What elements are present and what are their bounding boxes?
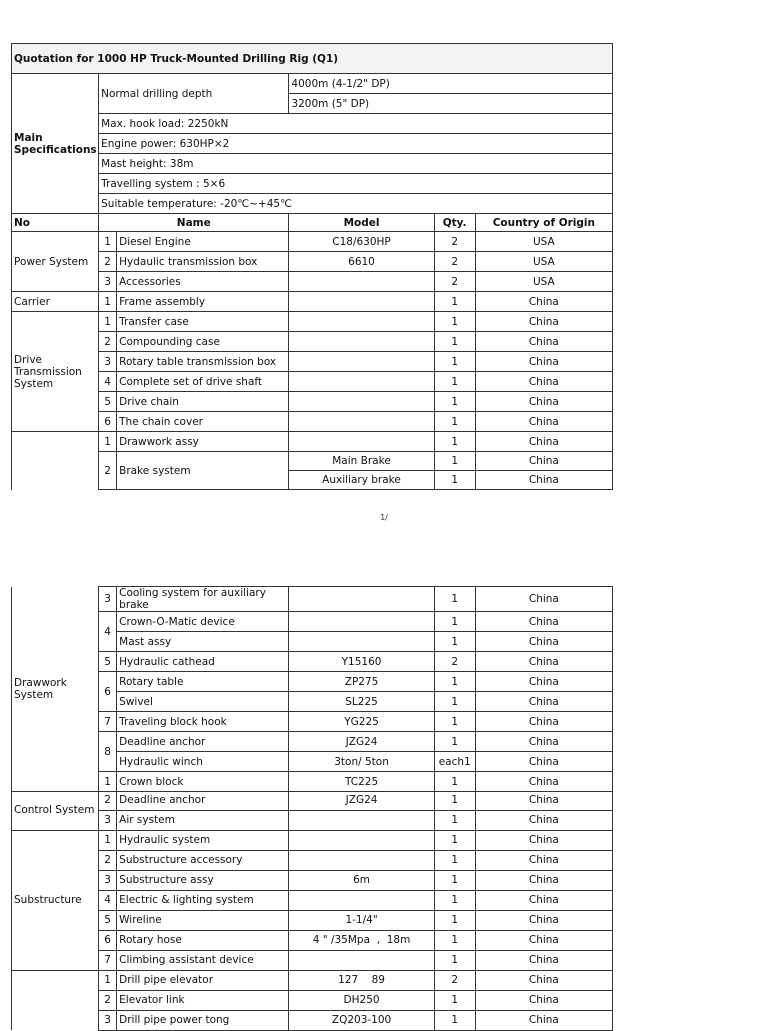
quotation-table-page-2 <box>11 586 613 792</box>
row-origin: China <box>475 830 612 850</box>
row-qty: 1 <box>434 772 475 792</box>
row-name: Deadline anchor <box>117 790 289 810</box>
row-name: Electric & lighting system <box>117 890 289 910</box>
row-origin: China <box>475 772 612 792</box>
row-origin: China <box>475 890 612 910</box>
row-qty: 1 <box>434 850 475 870</box>
row-qty: 1 <box>434 452 475 471</box>
row-model <box>289 612 434 632</box>
row-name: Drill pipe power tong <box>117 1010 289 1030</box>
row-name: Drive chain <box>117 392 289 412</box>
row-no: 3 <box>99 272 117 292</box>
row-no: 6 <box>99 412 117 432</box>
row-name: Crown block <box>117 772 289 792</box>
row-model <box>289 632 434 652</box>
row-model <box>289 312 434 332</box>
row-name: Deadline anchor <box>117 732 289 752</box>
group-drawwork-continued <box>12 432 99 490</box>
row-qty: 1 <box>434 870 475 890</box>
row-name: Drawwork assy <box>117 432 289 452</box>
row-qty: each1 <box>434 752 475 772</box>
header-model: Model <box>289 214 434 232</box>
row-model: Y15160 <box>289 652 434 672</box>
row-qty: 1 <box>434 292 475 312</box>
row-qty: 1 <box>434 990 475 1010</box>
row-no: 8 <box>99 732 117 772</box>
row-name: Drill pipe elevator <box>117 970 289 990</box>
group-substructure: Substructure <box>12 830 99 970</box>
spec-row: Engine power: 630HP×2 <box>99 134 613 154</box>
row-origin: China <box>475 292 612 312</box>
row-no: 3 <box>99 587 117 612</box>
row-qty: 1 <box>434 412 475 432</box>
row-name: Mast assy <box>117 632 289 652</box>
row-qty: 1 <box>434 732 475 752</box>
row-model: SL225 <box>289 692 434 712</box>
quotation-table-page-2-lower <box>11 790 613 1031</box>
drilling-depth-value: 4000m (4-1/2" DP) <box>289 74 613 94</box>
row-name: Hydraulic winch <box>117 752 289 772</box>
row-model: DH250 <box>289 990 434 1010</box>
row-origin: China <box>475 312 612 332</box>
row-qty: 1 <box>434 587 475 612</box>
row-qty: 1 <box>434 432 475 452</box>
row-origin: China <box>475 612 612 632</box>
row-no: 1 <box>99 970 117 990</box>
row-qty: 2 <box>434 272 475 292</box>
row-no: 1 <box>99 432 117 452</box>
group-control-system: Control System <box>12 790 99 830</box>
row-no: 2 <box>99 990 117 1010</box>
page-number: 1/ <box>380 513 388 522</box>
row-origin: China <box>475 632 612 652</box>
drilling-depth-label: Normal drilling depth <box>99 74 289 114</box>
row-qty: 1 <box>434 632 475 652</box>
quotation-table-page-1 <box>11 43 613 490</box>
row-model: Auxiliary brake <box>289 471 434 490</box>
row-model: 3ton/ 5ton <box>289 752 434 772</box>
row-model: C18/630HP <box>289 232 434 252</box>
row-name: Rotary table <box>117 672 289 692</box>
row-origin: USA <box>475 232 612 252</box>
group-carrier: Carrier <box>12 292 99 312</box>
row-qty: 1 <box>434 1010 475 1030</box>
group-drawwork-system: Drawwork System <box>12 587 99 792</box>
row-model: 1-1/4" <box>289 910 434 930</box>
row-name: Frame assembly <box>117 292 289 312</box>
row-origin: China <box>475 732 612 752</box>
row-model <box>289 412 434 432</box>
row-origin: China <box>475 990 612 1010</box>
row-qty: 1 <box>434 890 475 910</box>
row-name: Substructure assy <box>117 870 289 890</box>
header-origin: Country of Origin <box>475 214 612 232</box>
main-specs-label: Main Specifications <box>12 74 99 214</box>
spec-row: Suitable temperature: -20℃~+45℃ <box>99 194 613 214</box>
row-qty: 2 <box>434 232 475 252</box>
row-model <box>289 850 434 870</box>
row-origin: China <box>475 810 612 830</box>
row-no: 5 <box>99 652 117 672</box>
row-name: Traveling block hook <box>117 712 289 732</box>
drilling-depth-value: 3200m (5" DP) <box>289 94 613 114</box>
row-name: Air system <box>117 810 289 830</box>
row-qty: 1 <box>434 612 475 632</box>
row-qty: 1 <box>434 372 475 392</box>
row-model: TC225 <box>289 772 434 792</box>
document-title: Quotation for 1000 HP Truck-Mounted Drilling Rig (Q1) <box>12 44 613 74</box>
row-qty: 1 <box>434 392 475 412</box>
row-model: ZQ203-100 <box>289 1010 434 1030</box>
spec-row: Mast height: 38m <box>99 154 613 174</box>
group-tools-continued <box>12 970 99 1030</box>
row-no: 4 <box>99 890 117 910</box>
row-model <box>289 950 434 970</box>
row-model: Main Brake <box>289 452 434 471</box>
row-name: Hydaulic transmission box <box>117 252 289 272</box>
row-name: Rotary table transmission box <box>117 352 289 372</box>
row-no: 2 <box>99 252 117 272</box>
row-no: 3 <box>99 810 117 830</box>
row-origin: China <box>475 332 612 352</box>
row-name: Cooling system for auxiliary brake <box>117 587 289 612</box>
row-origin: China <box>475 850 612 870</box>
row-origin: China <box>475 587 612 612</box>
row-no: 3 <box>99 870 117 890</box>
spec-row: Max. hook load: 2250kN <box>99 114 613 134</box>
row-origin: China <box>475 712 612 732</box>
row-model <box>289 392 434 412</box>
row-no: 2 <box>99 850 117 870</box>
row-origin: China <box>475 392 612 412</box>
header-name: Name <box>99 214 289 232</box>
row-origin: China <box>475 1010 612 1030</box>
row-origin: China <box>475 672 612 692</box>
row-no: 4 <box>99 612 117 652</box>
row-model <box>289 432 434 452</box>
row-model: 4 " /35Mpa , 18m <box>289 930 434 950</box>
spec-row: Travelling system : 5×6 <box>99 174 613 194</box>
row-no: 4 <box>99 372 117 392</box>
row-model <box>289 272 434 292</box>
row-no: 2 <box>99 452 117 490</box>
row-model: 6m <box>289 870 434 890</box>
row-origin: China <box>475 930 612 950</box>
row-qty: 1 <box>434 930 475 950</box>
row-model <box>289 587 434 612</box>
row-origin: China <box>475 432 612 452</box>
row-origin: China <box>475 372 612 392</box>
row-origin: China <box>475 752 612 772</box>
row-qty: 2 <box>434 970 475 990</box>
row-no: 2 <box>99 790 117 810</box>
row-qty: 2 <box>434 252 475 272</box>
row-name: Swivel <box>117 692 289 712</box>
row-qty: 1 <box>434 810 475 830</box>
row-origin: China <box>475 910 612 930</box>
row-no: 1 <box>99 312 117 332</box>
row-qty: 1 <box>434 950 475 970</box>
row-qty: 1 <box>434 910 475 930</box>
row-origin: China <box>475 870 612 890</box>
row-origin: USA <box>475 252 612 272</box>
row-origin: China <box>475 352 612 372</box>
row-model <box>289 372 434 392</box>
row-qty: 1 <box>434 692 475 712</box>
row-origin: USA <box>475 272 612 292</box>
row-origin: China <box>475 412 612 432</box>
row-no: 5 <box>99 392 117 412</box>
row-qty: 1 <box>434 312 475 332</box>
row-name: Brake system <box>117 452 289 490</box>
row-no: 6 <box>99 930 117 950</box>
row-model <box>289 292 434 312</box>
row-origin: China <box>475 790 612 810</box>
row-name: Accessories <box>117 272 289 292</box>
row-name: Hydraulic system <box>117 830 289 850</box>
row-model: ZP275 <box>289 672 434 692</box>
row-no: 5 <box>99 910 117 930</box>
row-origin: China <box>475 471 612 490</box>
row-qty: 1 <box>434 790 475 810</box>
row-origin: China <box>475 970 612 990</box>
row-no: 3 <box>99 1010 117 1030</box>
header-qty: Qty. <box>434 214 475 232</box>
row-no: 1 <box>99 830 117 850</box>
row-no: 1 <box>99 772 117 792</box>
row-name: Rotary hose <box>117 930 289 950</box>
row-no: 2 <box>99 332 117 352</box>
row-model: 127 89 <box>289 970 434 990</box>
row-qty: 2 <box>434 652 475 672</box>
row-name: Crown-O-Matic device <box>117 612 289 632</box>
row-origin: China <box>475 692 612 712</box>
row-name: Wireline <box>117 910 289 930</box>
row-name: Elevator link <box>117 990 289 1010</box>
row-model <box>289 890 434 910</box>
header-no: No <box>12 214 99 232</box>
row-name: Compounding case <box>117 332 289 352</box>
row-no: 7 <box>99 950 117 970</box>
row-model: JZG24 <box>289 790 434 810</box>
row-model <box>289 352 434 372</box>
row-name: The chain cover <box>117 412 289 432</box>
row-no: 1 <box>99 232 117 252</box>
row-origin: China <box>475 652 612 672</box>
row-qty: 1 <box>434 712 475 732</box>
row-no: 6 <box>99 672 117 712</box>
row-model: JZG24 <box>289 732 434 752</box>
group-power-system: Power System <box>12 232 99 292</box>
row-model: 6610 <box>289 252 434 272</box>
row-qty: 1 <box>434 672 475 692</box>
row-model: YG225 <box>289 712 434 732</box>
group-drive-transmission: Drive Transmission System <box>12 312 99 432</box>
row-qty: 1 <box>434 830 475 850</box>
row-qty: 1 <box>434 332 475 352</box>
row-name: Substructure accessory <box>117 850 289 870</box>
row-model <box>289 810 434 830</box>
row-name: Diesel Engine <box>117 232 289 252</box>
row-origin: China <box>475 452 612 471</box>
row-name: Transfer case <box>117 312 289 332</box>
row-name: Hydraulic cathead <box>117 652 289 672</box>
row-no: 3 <box>99 352 117 372</box>
row-name: Climbing assistant device <box>117 950 289 970</box>
row-qty: 1 <box>434 471 475 490</box>
row-origin: China <box>475 950 612 970</box>
row-model <box>289 332 434 352</box>
row-qty: 1 <box>434 352 475 372</box>
row-no: 1 <box>99 292 117 312</box>
row-name: Complete set of drive shaft <box>117 372 289 392</box>
row-no: 7 <box>99 712 117 732</box>
row-model <box>289 830 434 850</box>
